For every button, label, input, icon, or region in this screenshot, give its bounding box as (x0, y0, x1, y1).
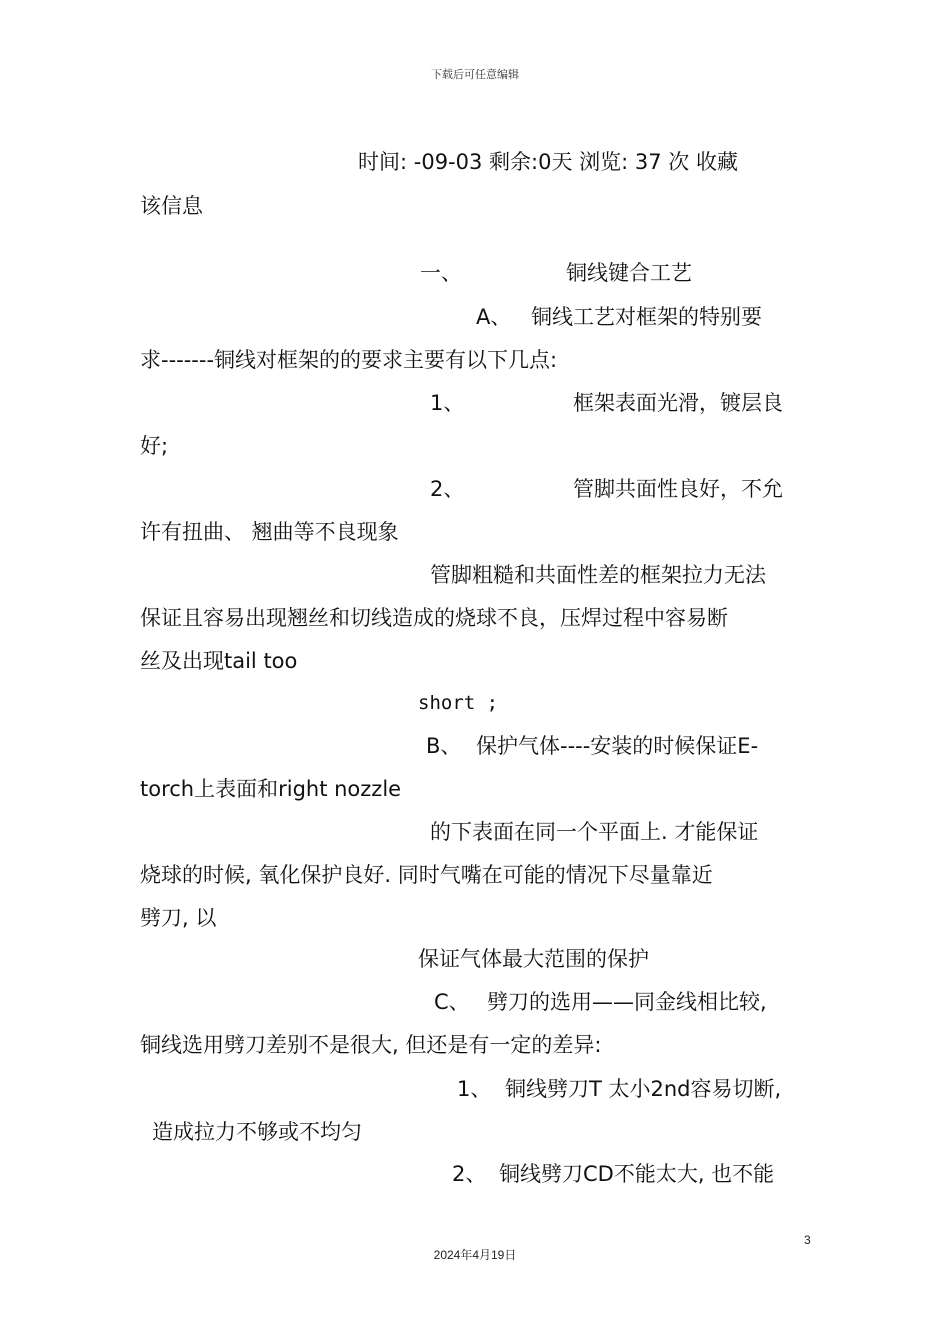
para-1-line-4: short ; (418, 692, 499, 714)
para-1-line-2: 保证且容易出现翘丝和切线造成的烧球不良，压焊过程中容易断 (140, 606, 728, 630)
item-2-cont: 许有扭曲、 翘曲等不良现象 (140, 520, 399, 544)
item-1-number: 1、 (430, 391, 465, 415)
heading-a-title: 铜线工艺对框架的特别要 (531, 305, 762, 329)
c-item-1-number: 1、 (457, 1077, 492, 1101)
para-2-line-2: 烧球的时候, 氧化保护良好. 同时气嘴在可能的情况下尽量靠近 (140, 863, 713, 887)
c-item-2-number: 2、 (452, 1162, 487, 1186)
heading-c-cont: 铜线选用劈刀差别不是很大, 但还是有一定的差异: (140, 1033, 602, 1057)
c-item-2-text: 铜线劈刀CD不能太大, 也不能 (499, 1162, 775, 1186)
heading-b-label: B、 (426, 734, 462, 758)
header-note: 下载后可任意编辑 (431, 68, 519, 81)
c-item-1-text: 铜线劈刀T 太小2nd容易切断, (505, 1077, 782, 1101)
section-title: 铜线键合工艺 (566, 261, 692, 285)
heading-c-label: C、 (434, 990, 470, 1014)
heading-a-label: A、 (476, 305, 512, 329)
item-1-cont: 好; (140, 434, 169, 458)
para-1-line-3: 丝及出现tail too (140, 649, 298, 673)
heading-a-cont: 求-------铜线对框架的的要求主要有以下几点: (140, 348, 558, 372)
meta-line: 时间: -09-03 剩余:0天 浏览: 37 次 收藏 (358, 150, 738, 174)
heading-b-title: 保护气体----安装的时候保证E- (476, 734, 759, 758)
page-number: 3 (804, 1233, 811, 1247)
heading-b-cont: torch上表面和right nozzle (140, 777, 402, 801)
item-2-text: 管脚共面性良好，不允 (573, 477, 783, 501)
section-number: 一、 (420, 261, 462, 285)
meta-line-cont: 该信息 (140, 194, 203, 218)
footer-date: 2024年4月19日 (433, 1248, 517, 1262)
para-2-line-3: 劈刀, 以 (140, 906, 217, 930)
para-2-line-1: 的下表面在同一个平面上. 才能保证 (430, 820, 759, 844)
item-1-text: 框架表面光滑，镀层良 (573, 391, 783, 415)
item-2-number: 2、 (430, 477, 465, 501)
para-1-line-1: 管脚粗糙和共面性差的框架拉力无法 (430, 563, 766, 587)
para-2-line-4: 保证气体最大范围的保护 (418, 947, 649, 971)
c-item-1-cont: 造成拉力不够或不均匀 (152, 1120, 362, 1144)
heading-c-title: 劈刀的选用——同金线相比较, (487, 990, 767, 1014)
